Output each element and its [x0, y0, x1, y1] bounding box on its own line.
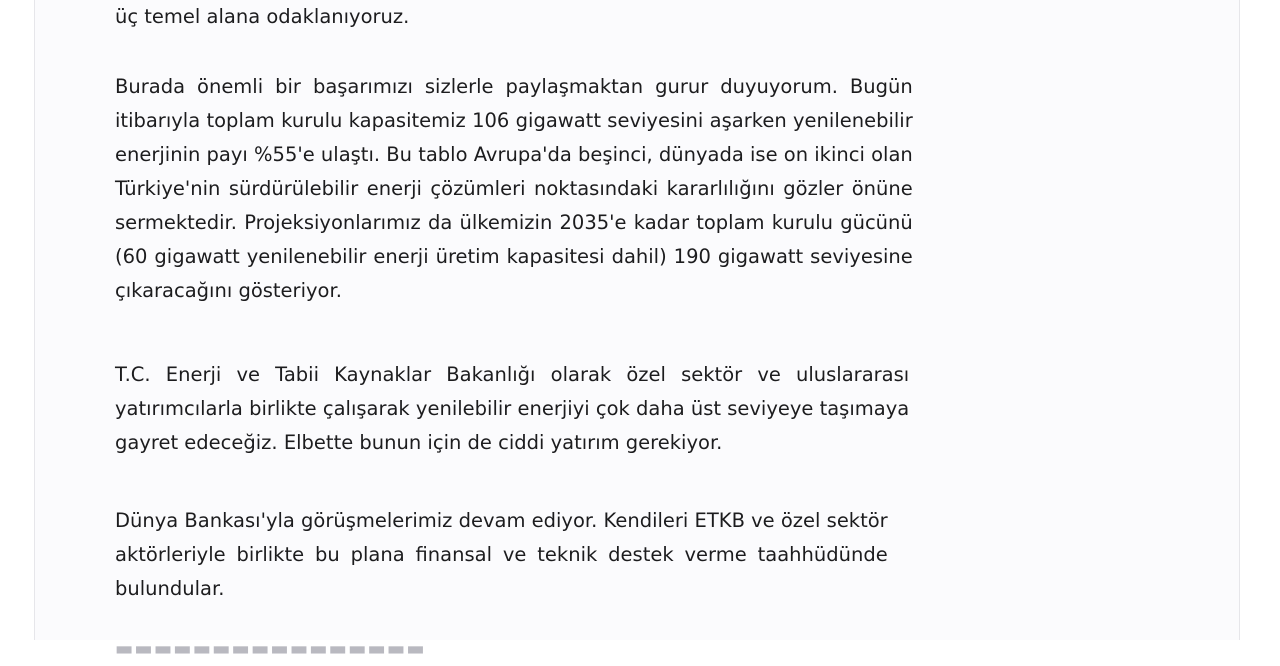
paragraph-4 — [115, 504, 888, 606]
paragraph-line: (60 gigawatt yenilenebilir enerji üretim kapasitesi dahil) 190 gigawatt seviyesine — [115, 245, 913, 268]
paragraph-line: Dünya Bankası'yla görüşmelerimiz devam ediyor. Kendileri ETKB ve özel sektör — [115, 509, 888, 532]
paragraph-line: Türkiye'nin sürdürülebilir enerji çözümleri noktasındaki kararlılığını gözler önüne — [115, 177, 913, 200]
paragraph-line: gayret edeceğiz. Elbette bunun için de ciddi yatırım gerekiyor. — [115, 431, 723, 454]
paragraph-line: enerjinin payı %55'e ulaştı. Bu tablo Avrupa'da beşinci, dünyada ise on ikinci olan — [115, 143, 913, 166]
paragraph-line: çıkaracağını gösteriyor. — [115, 279, 342, 302]
paragraph-line: bulundular. — [115, 577, 225, 600]
document-frame — [34, 0, 1240, 660]
paragraph-line: sermektedir. Projeksiyonlarımız da ülkemizin 2035'e kadar toplam kurulu gücünü — [115, 211, 913, 234]
cut-off-next-line — [115, 632, 535, 660]
paragraph-line: T.C. Enerji ve Tabii Kaynaklar Bakanlığı olarak özel sektör ve uluslararası — [115, 363, 910, 386]
paragraph-line: itibarıyla toplam kurulu kapasitemiz 106 gigawatt seviyesini aşarken yenilenebilir — [115, 109, 913, 132]
paragraph-line: yatırımcılarla birlikte çalışarak yenilebilir enerjiyi çok daha üst seviyeye taşımaya — [115, 397, 910, 420]
cut-off-text-fragment: ▬▬▬▬▬▬▬▬▬▬▬▬▬▬▬▬ — [115, 637, 426, 660]
paragraph-line: Burada önemli bir başarımızı sizlerle paylaşmaktan gurur duyuyorum. Bugün — [115, 75, 913, 98]
paragraph-3 — [115, 358, 909, 460]
paragraph-2 — [115, 70, 913, 308]
paragraph-1 — [115, 0, 409, 34]
paragraph-line: üç temel alana odaklanıyoruz. — [115, 5, 410, 28]
paragraph-line: aktörleriyle birlikte bu plana finansal ve teknik destek verme taahhüdünde — [115, 543, 888, 566]
